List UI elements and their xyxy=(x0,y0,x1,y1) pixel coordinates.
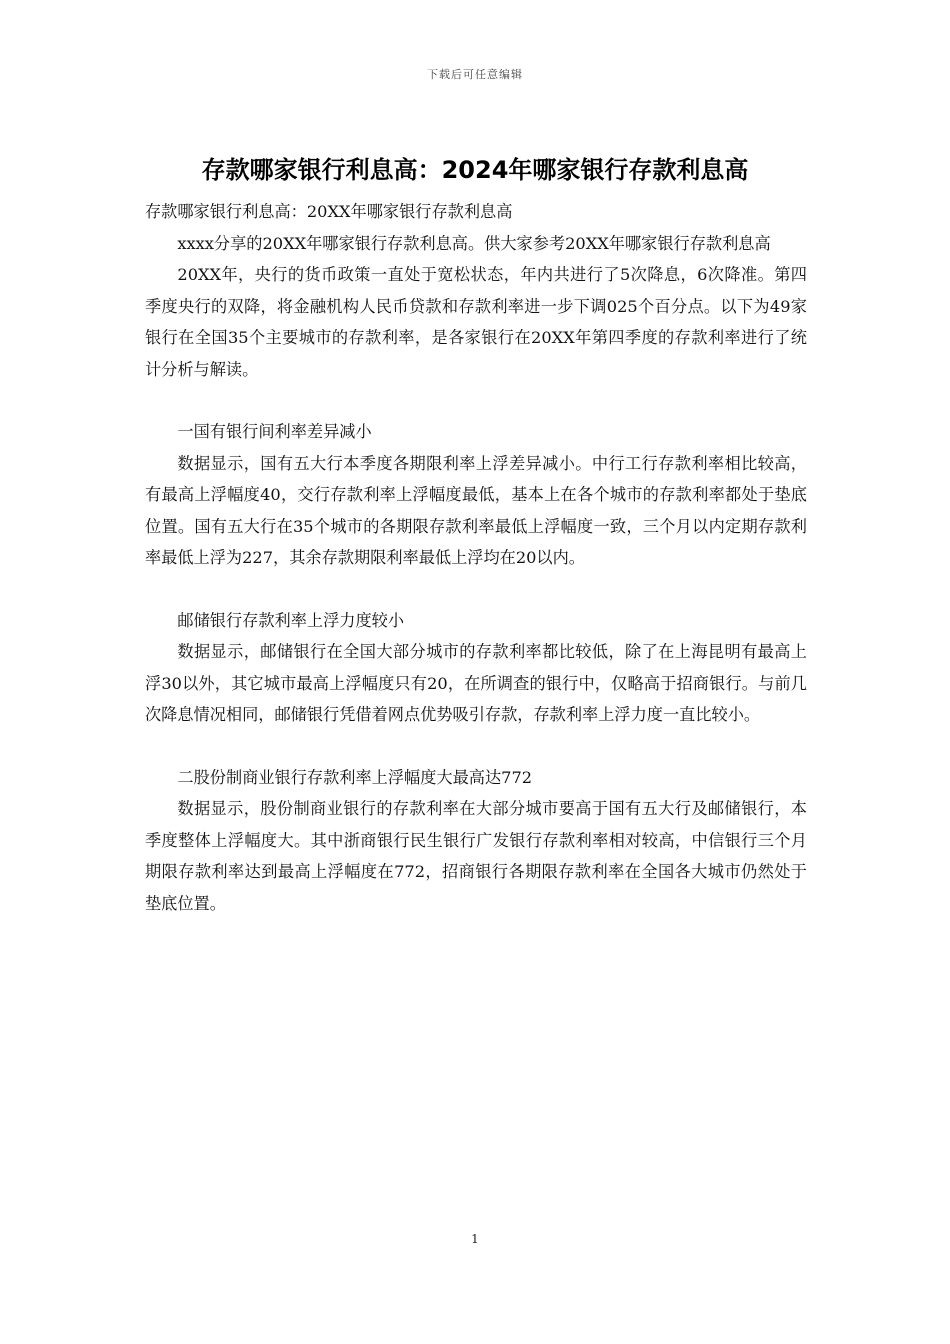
header-note: 下载后可任意编辑 xyxy=(427,68,523,81)
document-subtitle: 存款哪家银行利息高：20XX年哪家银行存款利息高 xyxy=(145,202,513,221)
section-heading-1: 一国有银行间利率差异减小 xyxy=(177,422,372,441)
paragraph-gap xyxy=(145,385,807,416)
section-text-2: 数据显示，邮储银行在全国大部分城市的存款利率都比较低，除了在上海昆明有最高上浮30以外，其它城市最高上浮幅度只有20，在所调查的银行中，仅略高于招商银行。与前几次降息情况相同，邮储银行凭借着网点优势吸引存款，存款利率上浮力度一直比较小。 xyxy=(145,642,807,724)
section-heading-2: 邮储银行存款利率上浮力度较小 xyxy=(177,610,405,630)
section-heading-3: 二股份制商业银行存款利率上浮幅度大最高达772 xyxy=(177,767,533,787)
intro-paragraph-1: xxxx分享的20XX年哪家银行存款利息高。供大家参考20XX年哪家银行存款利息高 xyxy=(177,233,771,253)
page-number: 1 xyxy=(471,1232,479,1246)
document-body xyxy=(145,196,807,919)
document-title: 存款哪家银行利息高：2024年哪家银行存款利息高 xyxy=(201,156,749,184)
paragraph-gap xyxy=(145,574,807,605)
intro-paragraph-2: 20XX年，央行的货币政策一直处于宽松状态，年内共进行了5次降息，6次降准。第四季度央行的双降，将金融机构人民币贷款和存款利率进一步下调025个百分点。以下为49家银行在全国35个主要城市的存款利率，是各家银行在20XX年第四季度的存款利率进行了统计分析与解读。 xyxy=(145,265,807,379)
section-text-1: 数据显示，国有五大行本季度各期限利率上浮差异减小。中行工行存款利率相比较高，有最高上浮幅度40，交行存款利率上浮幅度最低，基本上在各个城市的存款利率都处于垫底位置。国有五大行在35个城市的各期限存款利率最低上浮幅度一致，三个月以内定期存款利率最低上浮为227，其余存款期限利率最低上浮均在20以内。 xyxy=(145,453,807,567)
section-text-3: 数据显示，股份制商业银行的存款利率在大部分城市要高于国有五大行及邮储银行，本季度整体上浮幅度大。其中浙商银行民生银行广发银行存款利率相对较高，中信银行三个月期限存款利率达到最高上浮幅度在772，招商银行各期限存款利率在全国各大城市仍然处于垫底位置。 xyxy=(145,799,807,913)
paragraph-gap xyxy=(145,731,807,762)
